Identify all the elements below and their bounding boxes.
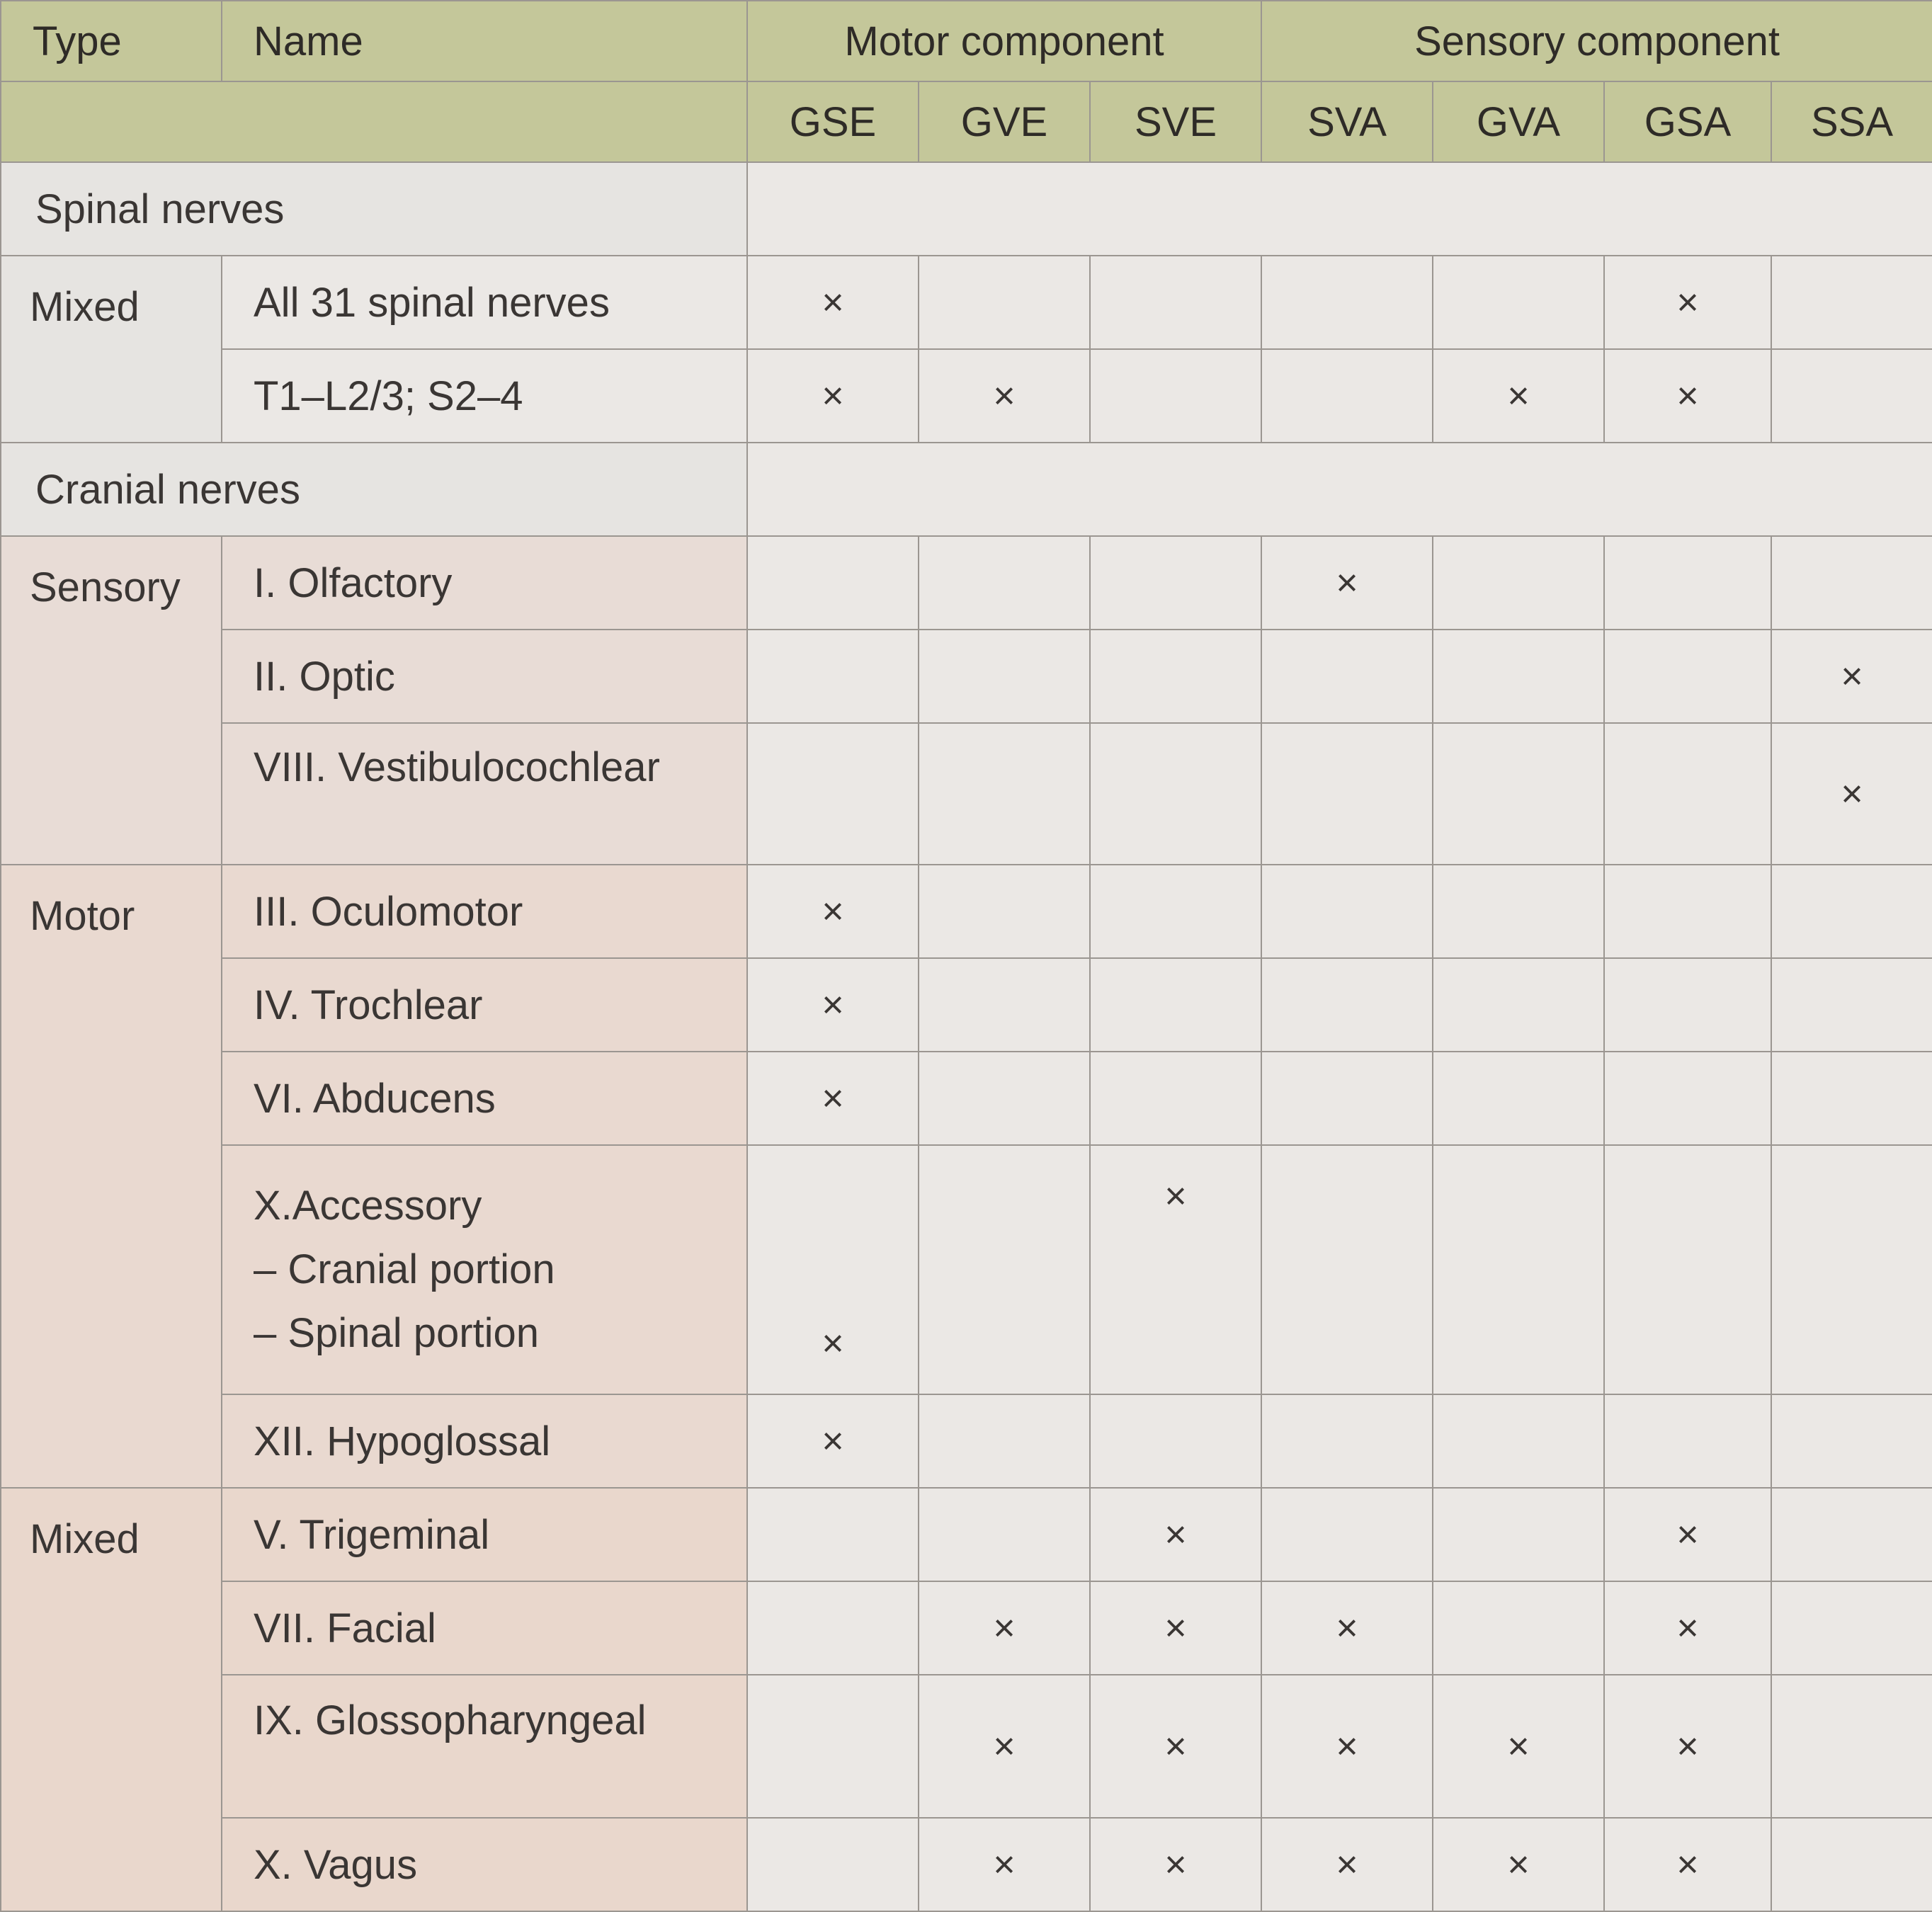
gsa-cell <box>1604 1394 1771 1488</box>
sva-cell <box>1261 1818 1433 1911</box>
gve-cell <box>919 349 1090 443</box>
sva-cell <box>1261 1581 1433 1675</box>
table-row <box>1 1052 1932 1145</box>
component-mark: × <box>1507 375 1530 417</box>
gse-cell <box>747 536 919 630</box>
table-row <box>1 256 1932 349</box>
component-mark: × <box>1164 1607 1187 1649</box>
ssa-header: SSA <box>1771 81 1932 162</box>
table-row <box>1 630 1932 723</box>
gse-cell <box>747 630 919 723</box>
type-header: Type <box>1 1 222 81</box>
gsa-cell <box>1604 723 1771 865</box>
gse-cell <box>747 958 919 1052</box>
ssa-cell <box>1771 1581 1932 1675</box>
ssa-cell <box>1771 349 1932 443</box>
gve-cell <box>919 536 1090 630</box>
type-cell-motor: Motor <box>1 865 222 1488</box>
header-row-codes <box>1 81 1932 162</box>
table-row <box>1 1145 1932 1394</box>
component-mark: × <box>1164 1175 1187 1217</box>
nerve-name: II. Optic <box>222 630 747 723</box>
component-mark: × <box>1841 655 1863 698</box>
gse-cell <box>747 1394 919 1488</box>
sva-header: SVA <box>1261 81 1433 162</box>
ssa-cell <box>1771 630 1932 723</box>
ssa-cell <box>1771 1052 1932 1145</box>
nerve-name: III. Oculomotor <box>222 865 747 958</box>
header-spacer <box>222 81 747 162</box>
gse-cell <box>747 1052 919 1145</box>
sve-cell <box>1090 1052 1261 1145</box>
gve-header: GVE <box>919 81 1090 162</box>
component-mark: × <box>1336 1725 1358 1768</box>
component-mark: × <box>1841 773 1863 815</box>
component-mark: × <box>822 281 844 324</box>
table-row <box>1 349 1932 443</box>
gsa-cell <box>1604 256 1771 349</box>
gve-cell <box>919 958 1090 1052</box>
sva-cell <box>1261 630 1433 723</box>
gva-cell <box>1433 1488 1604 1581</box>
sva-cell <box>1261 1145 1433 1394</box>
component-mark: × <box>822 984 844 1026</box>
table-row <box>1 1581 1932 1675</box>
sve-cell <box>1090 630 1261 723</box>
gsa-cell <box>1604 536 1771 630</box>
gva-cell <box>1433 865 1604 958</box>
sve-cell <box>1090 1818 1261 1911</box>
gse-cell <box>747 723 919 865</box>
sve-cell <box>1090 1581 1261 1675</box>
component-mark: × <box>1676 1843 1699 1886</box>
gva-cell <box>1433 349 1604 443</box>
sve-cell <box>1090 1488 1261 1581</box>
ssa-cell <box>1771 723 1932 865</box>
sensory-component-header: Sensory component <box>1261 1 1932 81</box>
section-title-spinal: Spinal nerves <box>1 162 747 256</box>
ssa-cell <box>1771 958 1932 1052</box>
sva-cell <box>1261 958 1433 1052</box>
gve-cell <box>919 1394 1090 1488</box>
sve-cell <box>1090 349 1261 443</box>
section-title-cranial: Cranial nerves <box>1 443 747 536</box>
sva-cell <box>1261 723 1433 865</box>
component-mark: × <box>1164 1725 1187 1768</box>
gve-cell <box>919 256 1090 349</box>
gva-header: GVA <box>1433 81 1604 162</box>
gve-cell <box>919 1818 1090 1911</box>
section-row-cranial <box>1 443 1932 536</box>
gve-cell <box>919 723 1090 865</box>
motor-component-header: Motor component <box>747 1 1261 81</box>
gva-cell <box>1433 1675 1604 1818</box>
type-cell-sensory: Sensory <box>1 536 222 865</box>
gse-cell <box>747 1675 919 1818</box>
component-mark: × <box>1676 375 1699 417</box>
component-mark: × <box>1164 1843 1187 1886</box>
component-mark: × <box>1507 1843 1530 1886</box>
gsa-cell <box>1604 958 1771 1052</box>
gva-cell <box>1433 536 1604 630</box>
gse-cell <box>747 1145 919 1394</box>
gse-cell <box>747 1488 919 1581</box>
gva-cell <box>1433 958 1604 1052</box>
sve-cell <box>1090 1394 1261 1488</box>
sve-cell <box>1090 865 1261 958</box>
nerve-name: XII. Hypoglossal <box>222 1394 747 1488</box>
table-row <box>1 1818 1932 1911</box>
nerve-subportion-cranial: – Cranial portion <box>254 1246 555 1292</box>
sva-cell <box>1261 1052 1433 1145</box>
gsa-cell <box>1604 865 1771 958</box>
sva-cell <box>1261 1675 1433 1818</box>
section-filler <box>747 162 1932 256</box>
type-cell-mixed-spinal: Mixed <box>1 256 222 443</box>
nerve-name: I. Olfactory <box>222 536 747 630</box>
component-mark: × <box>1676 1725 1699 1768</box>
gve-cell <box>919 1488 1090 1581</box>
component-mark: × <box>993 1607 1016 1649</box>
section-row-spinal <box>1 162 1932 256</box>
gsa-cell <box>1604 1818 1771 1911</box>
component-mark: × <box>1164 1513 1187 1556</box>
sva-cell <box>1261 1488 1433 1581</box>
gsa-header: GSA <box>1604 81 1771 162</box>
gva-cell <box>1433 1818 1604 1911</box>
gse-cell <box>747 865 919 958</box>
nerve-subportion-spinal: – Spinal portion <box>254 1310 540 1356</box>
gva-cell <box>1433 1394 1604 1488</box>
gsa-cell <box>1604 1488 1771 1581</box>
sve-cell <box>1090 958 1261 1052</box>
gve-cell <box>919 1581 1090 1675</box>
component-mark: × <box>1336 1843 1358 1886</box>
gsa-cell <box>1604 1052 1771 1145</box>
nerve-name: T1–L2/3; S2–4 <box>222 349 747 443</box>
component-mark: × <box>822 1077 844 1120</box>
sva-cell <box>1261 1394 1433 1488</box>
ssa-cell <box>1771 865 1932 958</box>
nerve-name: V. Trigeminal <box>222 1488 747 1581</box>
gse-cell <box>747 349 919 443</box>
ssa-cell <box>1771 1145 1932 1394</box>
ssa-cell <box>1771 536 1932 630</box>
section-filler <box>747 443 1932 536</box>
type-cell-mixed-cranial: Mixed <box>1 1488 222 1911</box>
nerve-name: IX. Glossopharyngeal <box>222 1675 747 1818</box>
sve-cell <box>1090 723 1261 865</box>
sva-cell <box>1261 536 1433 630</box>
sva-cell <box>1261 256 1433 349</box>
nerve-name: VIII. Vestibulocochlear <box>222 723 747 865</box>
table-row <box>1 865 1932 958</box>
nerve-name-accessory <box>222 1145 747 1394</box>
component-mark: × <box>1336 562 1358 604</box>
table-row <box>1 1488 1932 1581</box>
gva-cell <box>1433 630 1604 723</box>
component-mark: × <box>822 890 844 933</box>
ssa-cell <box>1771 1394 1932 1488</box>
gsa-cell <box>1604 349 1771 443</box>
component-mark: × <box>1676 281 1699 324</box>
table-row <box>1 1675 1932 1818</box>
nerve-name: VII. Facial <box>222 1581 747 1675</box>
component-mark: × <box>822 1420 844 1462</box>
gve-cell <box>919 1052 1090 1145</box>
ssa-cell <box>1771 1675 1932 1818</box>
component-mark: × <box>1676 1513 1699 1556</box>
header-spacer <box>1 81 222 162</box>
sve-cell <box>1090 536 1261 630</box>
nerve-name: IV. Trochlear <box>222 958 747 1052</box>
sve-header: SVE <box>1090 81 1261 162</box>
gsa-cell <box>1604 1581 1771 1675</box>
component-mark: × <box>1676 1607 1699 1649</box>
ssa-cell <box>1771 1488 1932 1581</box>
nerve-name: All 31 spinal nerves <box>222 256 747 349</box>
table-row <box>1 1394 1932 1488</box>
gva-cell <box>1433 1145 1604 1394</box>
gsa-cell <box>1604 1145 1771 1394</box>
table-row <box>1 723 1932 865</box>
nerve-name: X. Vagus <box>222 1818 747 1911</box>
nerve-name: VI. Abducens <box>222 1052 747 1145</box>
component-mark: × <box>1336 1607 1358 1649</box>
table-row <box>1 958 1932 1052</box>
gsa-cell <box>1604 1675 1771 1818</box>
name-header: Name <box>222 1 747 81</box>
ssa-cell <box>1771 256 1932 349</box>
sva-cell <box>1261 349 1433 443</box>
gva-cell <box>1433 1052 1604 1145</box>
sve-cell <box>1090 1675 1261 1818</box>
gva-cell <box>1433 1581 1604 1675</box>
component-mark: × <box>822 1322 844 1365</box>
gve-cell <box>919 1145 1090 1394</box>
component-mark: × <box>993 1843 1016 1886</box>
gse-header: GSE <box>747 81 919 162</box>
gsa-cell <box>1604 630 1771 723</box>
gva-cell <box>1433 256 1604 349</box>
header-row-top <box>1 1 1932 81</box>
gse-cell <box>747 1581 919 1675</box>
component-mark: × <box>1507 1725 1530 1768</box>
gve-cell <box>919 1675 1090 1818</box>
sva-cell <box>1261 865 1433 958</box>
ssa-cell <box>1771 1818 1932 1911</box>
gse-cell <box>747 1818 919 1911</box>
sve-cell <box>1090 256 1261 349</box>
component-mark: × <box>993 375 1016 417</box>
gve-cell <box>919 630 1090 723</box>
gse-cell <box>747 256 919 349</box>
gve-cell <box>919 865 1090 958</box>
gva-cell <box>1433 723 1604 865</box>
table-row <box>1 536 1932 630</box>
sve-cell <box>1090 1145 1261 1394</box>
nerve-name: X.Accessory <box>254 1183 482 1229</box>
component-mark: × <box>993 1725 1016 1768</box>
component-mark: × <box>822 375 844 417</box>
